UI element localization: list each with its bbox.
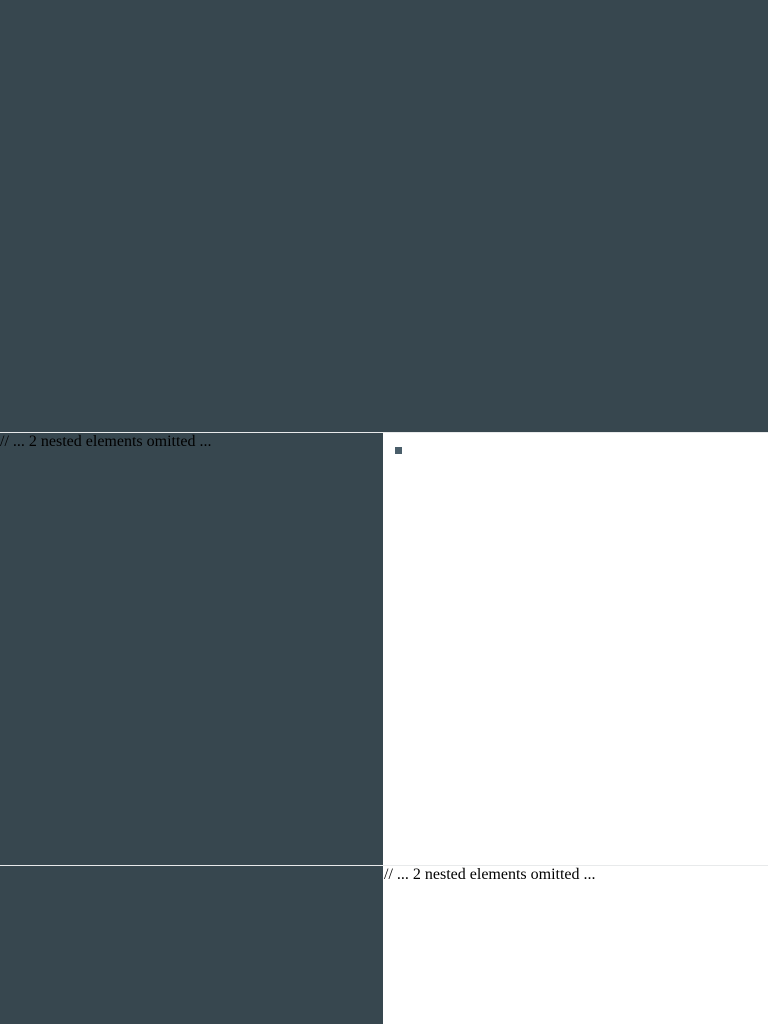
bullet-square-icon [395, 447, 402, 454]
title-slide [0, 0, 768, 432]
course-description-body [384, 433, 768, 865]
course-objectives-panel [0, 866, 383, 1024]
course-description-panel: // ... 2 nested elements omitted ... [0, 433, 383, 865]
course-objectives-body: // ... 2 nested elements omitted ... [384, 866, 768, 1024]
